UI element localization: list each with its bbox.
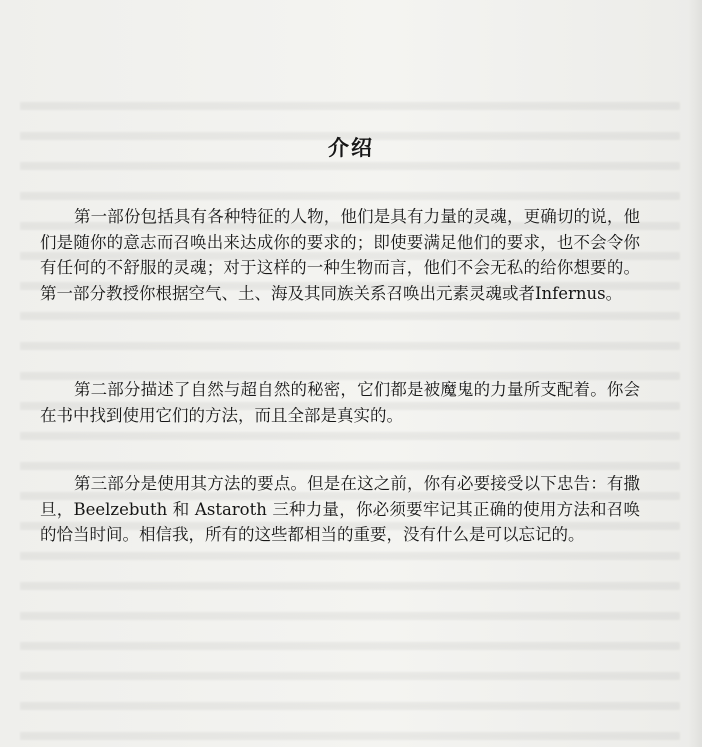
paragraph-1: 第一部份包括具有各种特征的人物，他们是具有力量的灵魂，更确切的说，他们是随你的意志而召唤出来达成你的要求的；即使要满足他们的要求，也不会令你有任何的不舒服的灵魂；对于这样的一种生物而言，他们不会无私的给你想要的。第一部分教授你根据空气、土、海及其同族关系召唤出元素灵魂或者Infernus。	[40, 207, 640, 303]
paragraph-3: 第三部分是使用其方法的要点。但是在这之前，你有必要接受以下忠告：有撒旦，Beelzebuth 和 Astaroth 三种力量，你必须要牢记其正确的使用方法和召唤的恰当时间。相信我，所有的这些都相当的重要，没有什么是可以忘记的。	[40, 474, 640, 544]
page-title: 介绍	[328, 135, 374, 160]
page-edge-shadow	[688, 0, 702, 747]
paragraph-2: 第二部分描述了自然与超自然的秘密，它们都是被魔鬼的力量所支配着。你会在书中找到使用它们的方法，而且全部是真实的。	[40, 380, 640, 425]
